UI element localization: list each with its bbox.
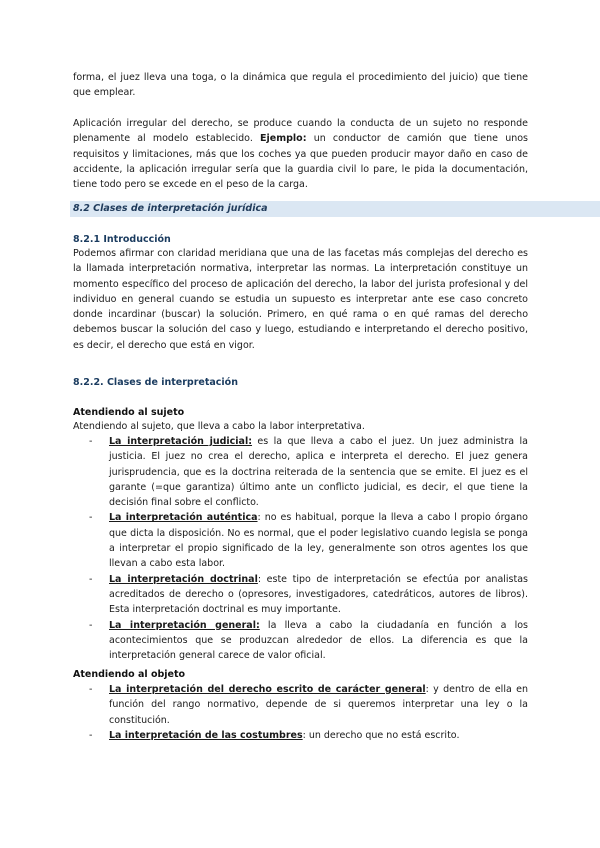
sujeto-list <box>73 434 528 663</box>
paragraph-example-text: un conductor de camión que tiene unos requisitos y limitaciones, más que los coches ya que pueden producir mayor daño en caso de accidente, la aplicación irregular sería que la guardia civil lo pare, le pida la documentación, tiene todo pero se excede en el peso de la carga. <box>73 133 528 191</box>
objeto-list <box>73 682 528 743</box>
list-item-text: : y dentro de ella en función del rango normativo, depende de si queremos interpretar una ley o la constitución. <box>109 684 528 726</box>
list-item <box>73 618 528 664</box>
bullet-dash: - <box>89 436 93 447</box>
list-item <box>73 728 528 743</box>
paragraph-lead-text: Aplicación irregular del derecho, se produce cuando la conducta de un sujeto no responde plenamente al modelo establecido. <box>73 118 528 145</box>
objeto-heading: Atendiendo al objeto <box>73 669 186 680</box>
bullet-dash: - <box>89 573 93 585</box>
bullet-dash: - <box>89 729 93 741</box>
list-item-term: La interpretación auténtica <box>109 512 258 524</box>
list-item-text: es la que lleva a cabo el juez. Un juez administra la justicia. El juez no crea el derecho, aplica e interpreta el derecho. El juez genera jurisprudencia, que es la doctrina reiterada de la sentencia que se emite. El juez es el garante (=que garantiza) último ante un conflicto judicial, es decir, el que tiene la decisión final sobre el conflicto. <box>109 436 528 509</box>
paragraph-continuation <box>73 70 528 101</box>
sujeto-lead <box>73 419 528 434</box>
list-item-term: La interpretación general: <box>109 619 260 631</box>
example-label: Ejemplo: <box>260 133 307 145</box>
list-item-term: La interpretación de las costumbres <box>109 729 303 741</box>
intro-paragraph <box>73 246 528 353</box>
intro-heading: 8.2.1 Introducción <box>73 234 171 245</box>
list-item <box>73 434 528 510</box>
list-item <box>73 510 528 571</box>
list-item-term: La interpretación doctrinal <box>109 573 258 585</box>
section-title: 8.2 Clases de interpretación jurídica <box>73 203 268 214</box>
list-item-term: La interpretación del derecho escrito de carácter general <box>109 684 426 695</box>
paragraph-text: forma, el juez lleva una toga, o la dinámica que regula el procedimiento del juicio) que tiene que emplear. <box>73 72 528 99</box>
list-item-text: : este tipo de interpretación se efectúa por analistas acreditados de derecho o (opresores, investigadores, catedráticos, autores de libros). Esta interpretación doctrinal es muy importante. <box>109 573 528 616</box>
intro-text: Podemos afirmar con claridad meridiana que una de las facetas más complejas del derecho es la llamada interpretación normativa, interpretar las normas. La interpretación constituye un momento específico del proceso de aplicación del derecho, la labor del jurista profesional y del individuo en general cuando se estudia un supuesto es interpretar ante ese caso concreto donde incardinar (buscar) la solución. Primero, en qué rama o en qué ramas del derecho debemos buscar la solución del caso y luego, estudiando e interpretando el derecho positivo, es decir, el derecho que está en vigor. <box>73 248 528 351</box>
list-item-text: la lleva a cabo la ciudadanía en función a los acontecimientos que se produzcan alrededor de ellos. La diferencia es que la interpretación general carece de valor oficial. <box>109 619 528 662</box>
sujeto-lead-text: Atendiendo al sujeto, que lleva a cabo la labor interpretativa. <box>73 421 365 432</box>
bullet-dash: - <box>89 684 93 695</box>
bullet-dash: - <box>89 619 93 631</box>
list-item-text: : no es habitual, porque la lleva a cabo l propio órgano que dicta la disposición. No es normal, que el poder legislativo cuando legisla se ponga a interpretar el propio significado de la ley, generalmente son otros agentes los que llevan a cabo esta labor. <box>109 512 528 570</box>
bullet-dash: - <box>89 512 93 524</box>
clases-heading: 8.2.2. Clases de interpretación <box>73 377 238 388</box>
paragraph-irregular-application <box>73 116 528 192</box>
list-item <box>73 682 528 728</box>
list-item <box>73 572 528 618</box>
list-item-text: : un derecho que no está escrito. <box>302 729 460 741</box>
sujeto-heading: Atendiendo al sujeto <box>73 407 185 418</box>
list-item-term: La interpretación judicial: <box>109 436 253 447</box>
